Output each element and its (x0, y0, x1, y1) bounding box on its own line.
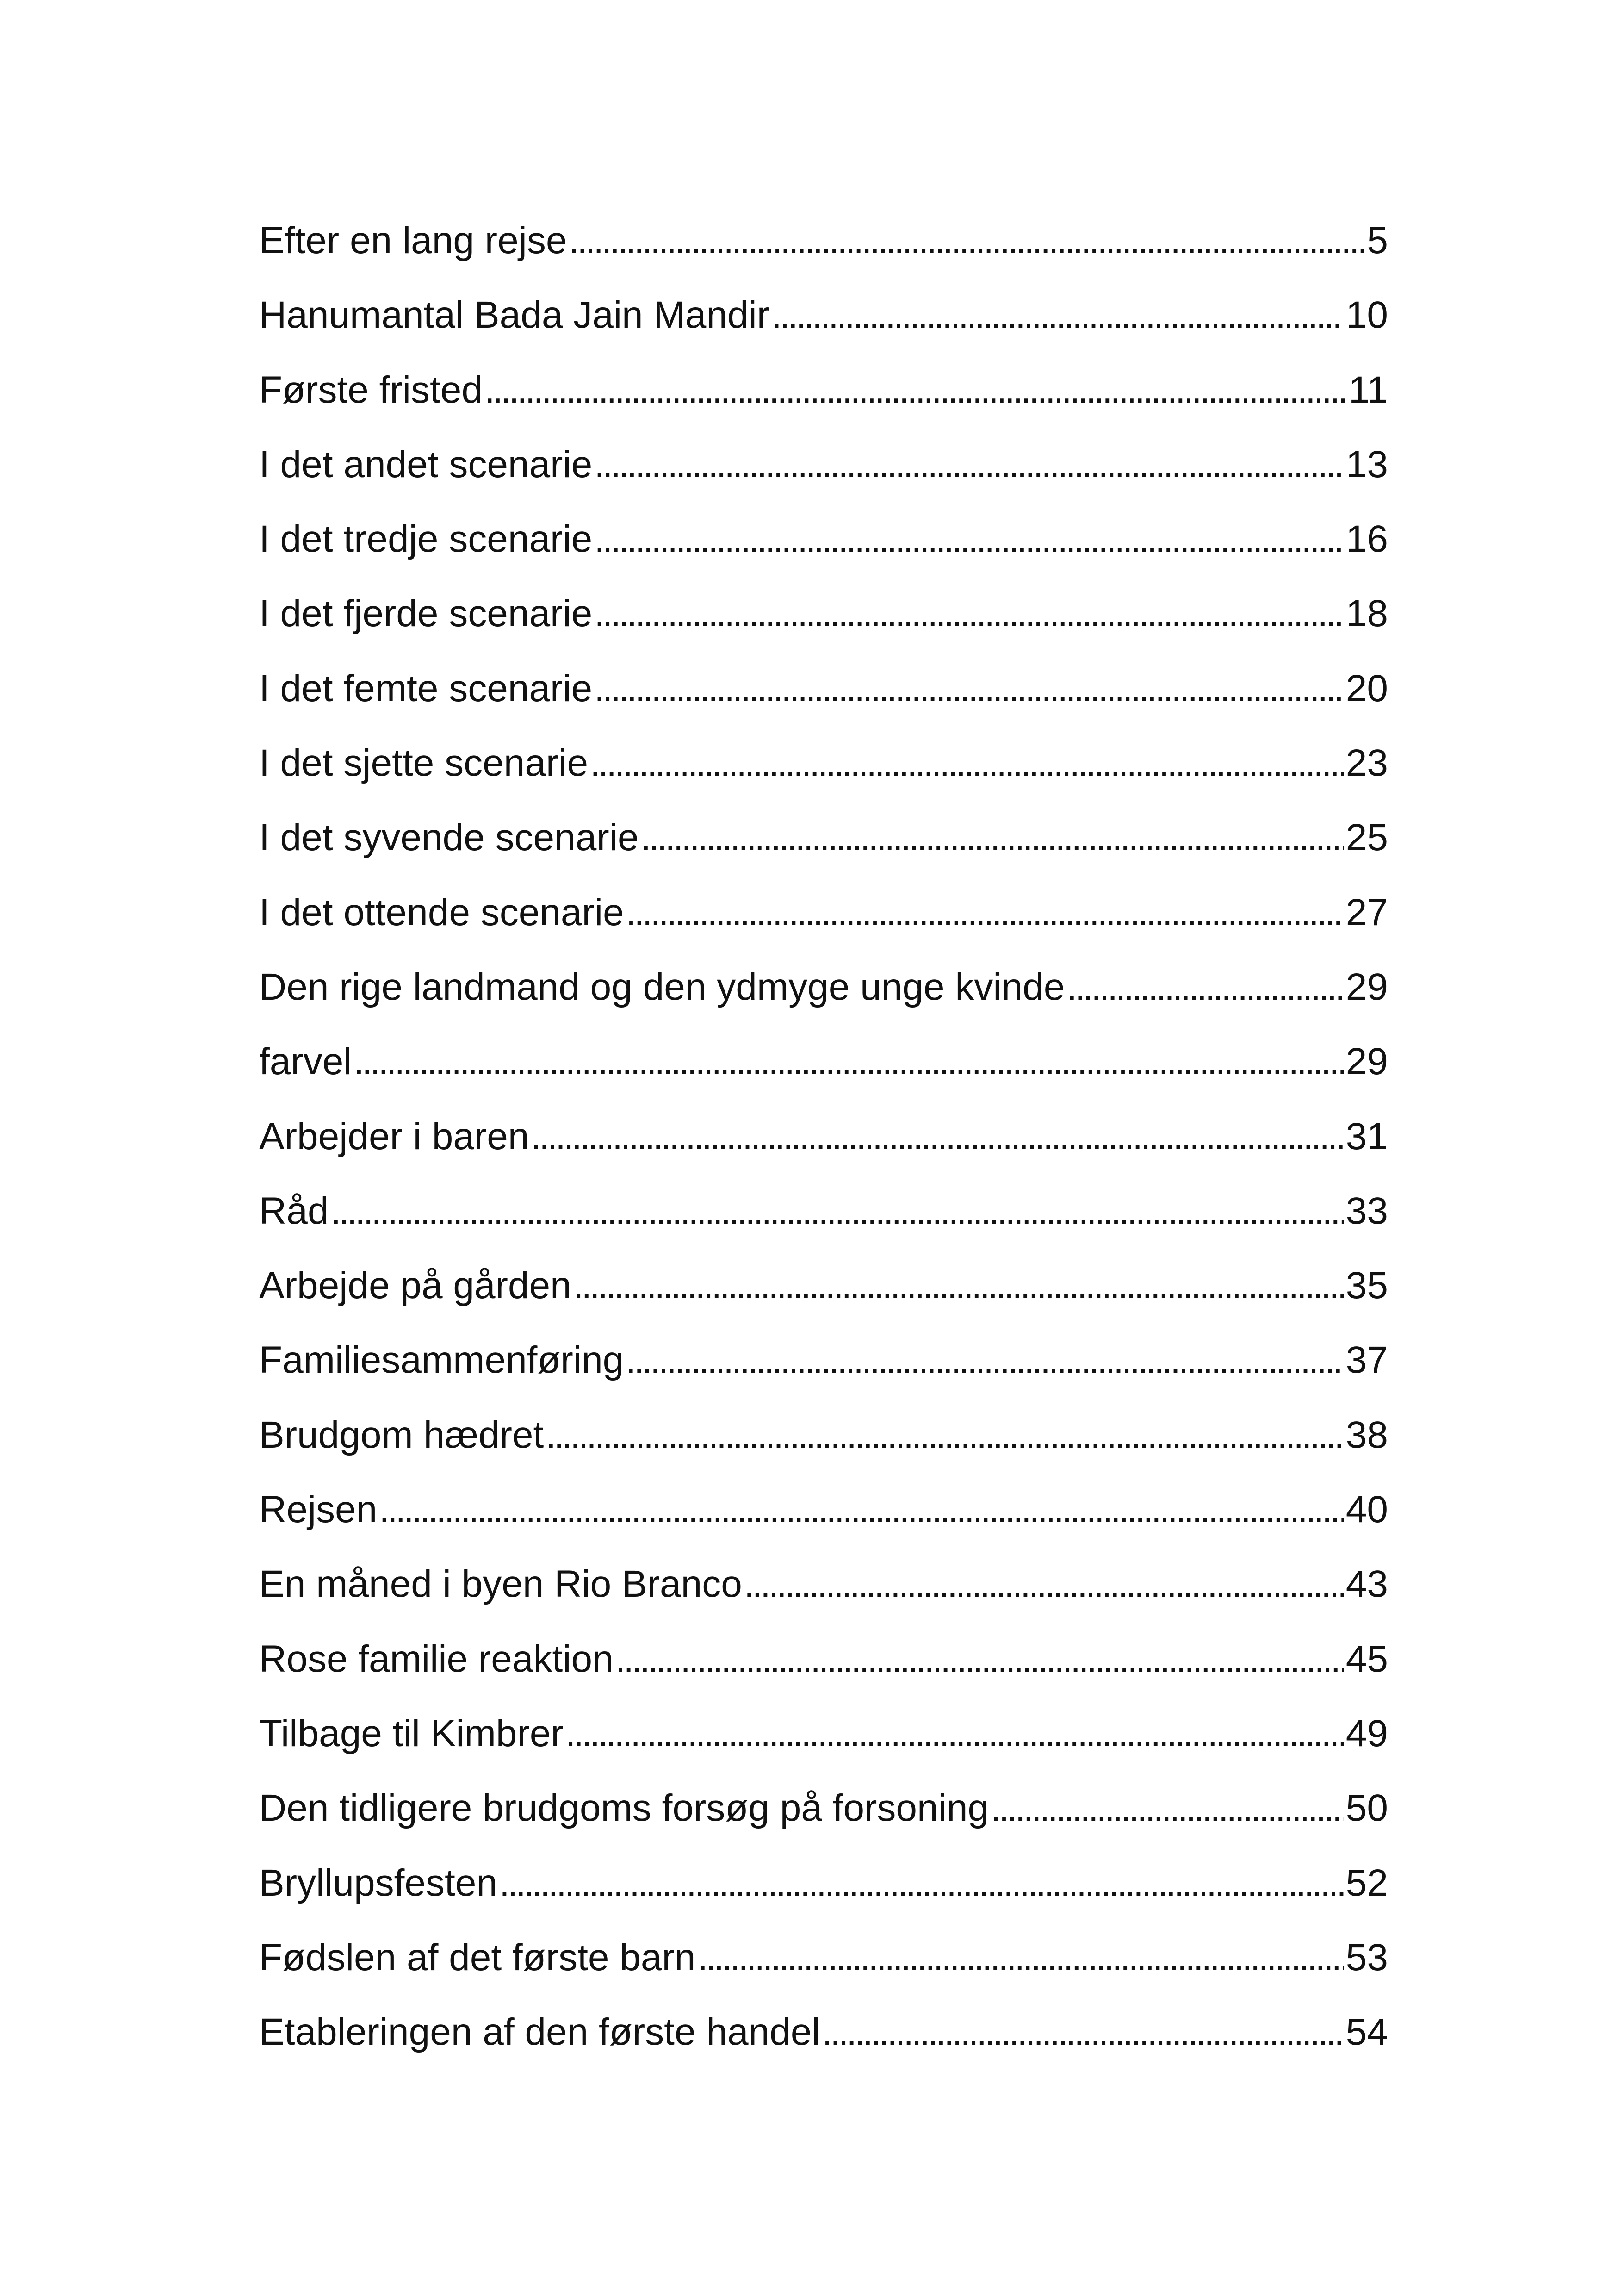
toc-entry-title: Rose familie reaktion (259, 1637, 614, 1680)
toc-entry-title: Brudgom hædret (259, 1413, 544, 1456)
toc-entry-page-number: 29 (1345, 1040, 1388, 1083)
dot-leader (771, 292, 1344, 338)
toc-entry-title: Efter en lang rejse (259, 219, 567, 261)
toc-entry-page-number: 31 (1345, 1115, 1388, 1157)
toc-entry-page-number: 13 (1345, 443, 1388, 485)
toc-entry[interactable] (259, 1412, 1388, 1487)
dot-leader (640, 815, 1344, 861)
toc-entry-title: Arbejder i baren (259, 1115, 529, 1157)
dot-leader (697, 1935, 1344, 1981)
dot-leader (626, 890, 1344, 936)
toc-entry-title: Rejsen (259, 1488, 378, 1531)
dot-leader (822, 2009, 1344, 2055)
toc-entry-title: Arbejde på gården (259, 1264, 571, 1307)
toc-entry[interactable] (259, 218, 1388, 292)
dot-leader (1066, 964, 1344, 1010)
toc-entry[interactable] (259, 292, 1388, 367)
toc-entry-page-number: 33 (1345, 1189, 1388, 1232)
dot-leader (744, 1561, 1344, 1607)
toc-entry-title: I det tredje scenarie (259, 518, 593, 560)
toc-entry[interactable] (259, 1337, 1388, 1412)
dot-leader (590, 740, 1344, 786)
toc-entry[interactable] (259, 666, 1388, 740)
dot-leader (991, 1785, 1344, 1831)
toc-entry-title: Tilbage til Kimbrer (259, 1712, 564, 1755)
toc-entry-page-number: 10 (1345, 294, 1388, 336)
dot-leader (546, 1412, 1344, 1458)
dot-leader (594, 442, 1344, 488)
toc-entry[interactable] (259, 516, 1388, 591)
toc-entry[interactable] (259, 1785, 1388, 1860)
toc-entry-title: Etableringen af den første handel (259, 2011, 820, 2053)
toc-entry-page-number: 35 (1345, 1264, 1388, 1307)
dot-leader (594, 516, 1344, 562)
toc-entry-title: farvel (259, 1040, 352, 1083)
toc-entry-title: I det femte scenarie (259, 667, 593, 709)
toc-entry-page-number: 49 (1345, 1712, 1388, 1755)
toc-entry-page-number: 37 (1345, 1339, 1388, 1381)
toc-entry[interactable] (259, 367, 1388, 442)
toc-entry-page-number: 54 (1345, 2011, 1388, 2053)
toc-entry-title: I det andet scenarie (259, 443, 593, 485)
toc-entry-page-number: 16 (1345, 518, 1388, 560)
toc-entry-title: Den tidligere brudgoms forsøg på forsoning (259, 1787, 989, 1829)
toc-entry-page-number: 25 (1345, 816, 1388, 859)
toc-entry-title: En måned i byen Rio Branco (259, 1563, 742, 1605)
toc-entry[interactable] (259, 1636, 1388, 1711)
toc-entry-page-number: 11 (1348, 368, 1388, 411)
dot-leader (484, 367, 1347, 413)
toc-entry[interactable] (259, 1860, 1388, 1935)
toc-entry-title: Den rige landmand og den ydmyge unge kvinde (259, 965, 1065, 1008)
toc-entry[interactable] (259, 1039, 1388, 1113)
dot-leader (499, 1860, 1344, 1906)
toc-entry-page-number: 43 (1345, 1563, 1388, 1605)
dot-leader (594, 666, 1344, 712)
dot-leader (615, 1636, 1344, 1682)
toc-entry-title: I det fjerde scenarie (259, 592, 593, 635)
dot-leader (330, 1188, 1344, 1234)
dot-leader (569, 218, 1365, 264)
toc-entry-title: Råd (259, 1189, 329, 1232)
toc-entry[interactable] (259, 1935, 1388, 2009)
table-of-contents (259, 218, 1388, 2084)
toc-entry[interactable] (259, 2009, 1388, 2084)
toc-entry-page-number: 38 (1345, 1413, 1388, 1456)
dot-leader (573, 1263, 1344, 1309)
toc-entry-page-number: 50 (1345, 1787, 1388, 1829)
toc-entry-title: Fødslen af det første barn (259, 1936, 696, 1979)
toc-entry[interactable] (259, 591, 1388, 665)
toc-entry-title: I det sjette scenarie (259, 742, 589, 784)
dot-leader (379, 1487, 1344, 1533)
toc-entry-page-number: 40 (1345, 1488, 1388, 1531)
toc-entry-title: Første fristed (259, 368, 483, 411)
toc-entry[interactable] (259, 1711, 1388, 1785)
toc-entry-title: Familiesammenføring (259, 1339, 624, 1381)
toc-entry[interactable] (259, 1188, 1388, 1263)
toc-entry[interactable] (259, 890, 1388, 964)
toc-entry-page-number: 18 (1345, 592, 1388, 635)
toc-entry[interactable] (259, 442, 1388, 516)
toc-entry-title: I det ottende scenarie (259, 891, 624, 933)
toc-entry[interactable] (259, 1487, 1388, 1561)
toc-entry[interactable] (259, 1561, 1388, 1636)
toc-entry-page-number: 29 (1345, 965, 1388, 1008)
dot-leader (531, 1114, 1344, 1160)
toc-entry-page-number: 45 (1345, 1637, 1388, 1680)
toc-entry-page-number: 27 (1345, 891, 1388, 933)
toc-entry-page-number: 20 (1345, 667, 1388, 709)
toc-entry[interactable] (259, 1263, 1388, 1337)
toc-entry-title: I det syvende scenarie (259, 816, 639, 859)
toc-entry-page-number: 23 (1345, 742, 1388, 784)
toc-entry[interactable] (259, 815, 1388, 889)
toc-entry[interactable] (259, 740, 1388, 815)
toc-entry-page-number: 53 (1345, 1936, 1388, 1979)
toc-entry[interactable] (259, 1114, 1388, 1188)
toc-entry-title: Bryllupsfesten (259, 1861, 498, 1904)
dot-leader (626, 1337, 1344, 1383)
dot-leader (594, 591, 1344, 637)
toc-entry-page-number: 5 (1367, 219, 1388, 261)
dot-leader (354, 1039, 1344, 1085)
toc-entry-title: Hanumantal Bada Jain Mandir (259, 294, 770, 336)
dot-leader (565, 1711, 1344, 1757)
toc-entry[interactable] (259, 964, 1388, 1039)
toc-entry-page-number: 52 (1345, 1861, 1388, 1904)
